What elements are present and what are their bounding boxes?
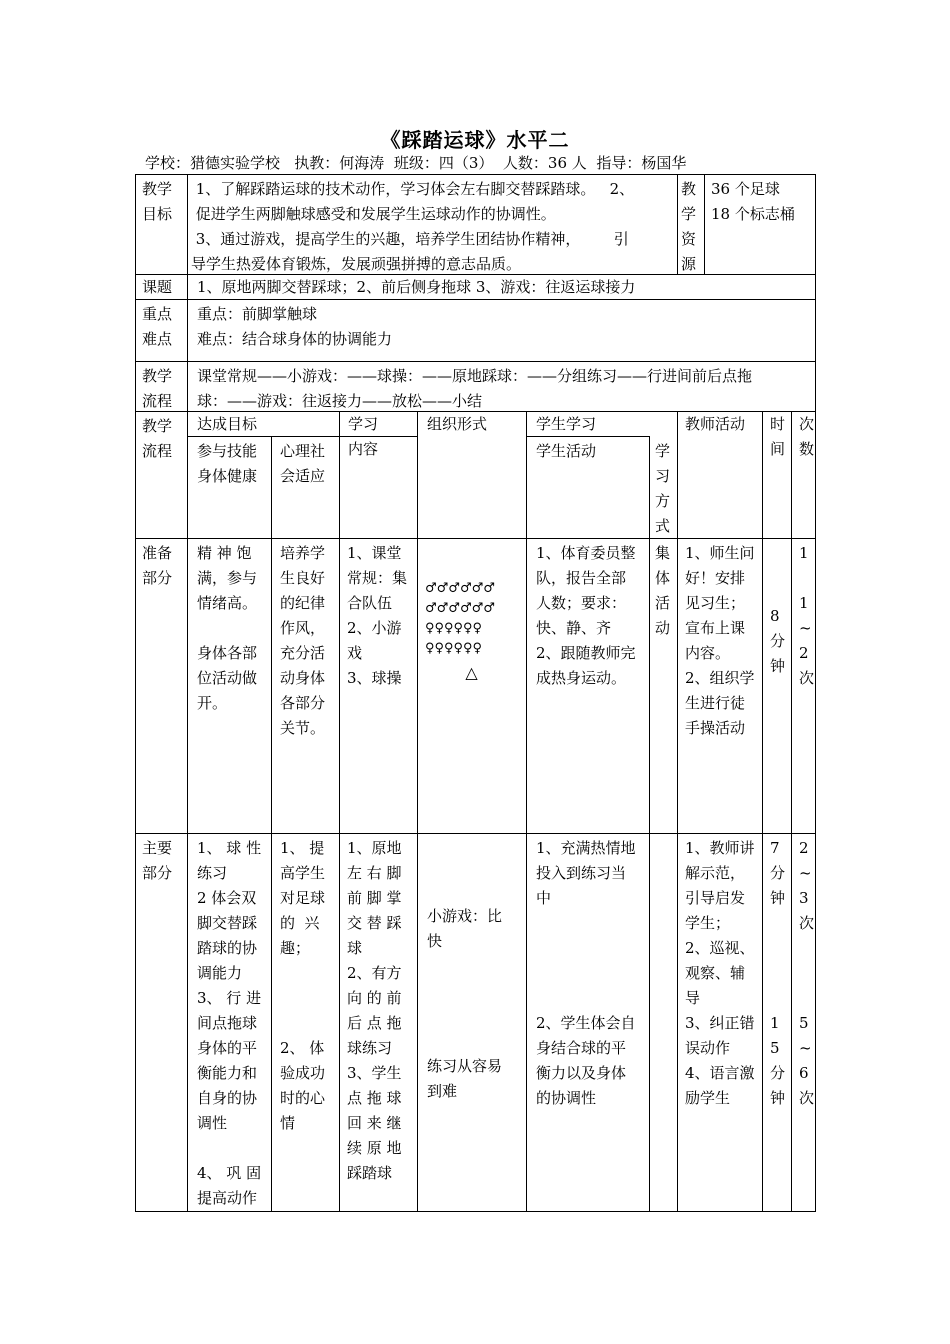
- main-content-line: 交 替 踩: [347, 914, 402, 932]
- flow-label-line: 教学: [142, 367, 173, 385]
- prep-social: [271, 539, 339, 833]
- prep-formation: [417, 579, 526, 709]
- prep-skill-line: [197, 616, 261, 641]
- prep-count-line: 1: [799, 594, 809, 612]
- prep-social-line: 关节。: [280, 719, 326, 737]
- prep-label: [135, 539, 187, 833]
- flow-text-line: 球：——游戏：往返接力——放松——小结: [197, 392, 483, 410]
- main-content-line: 点 拖 球: [347, 1089, 402, 1107]
- prep-student-line: 人数；要求：: [536, 594, 627, 612]
- main-teacher-line: 1、教师讲: [685, 839, 755, 857]
- prep-formation-line: ♂♂♂♂♂♂: [425, 601, 495, 616]
- main-teacher-line: 3、纠正错: [685, 1014, 755, 1032]
- header-count: [791, 412, 815, 538]
- main-skill-line: 练习: [197, 864, 228, 882]
- keypoints-text-line: 难点：结合球身体的协调能力: [197, 330, 393, 348]
- header-goals-social-line: 会适应: [280, 467, 326, 485]
- main-content-line: 球: [347, 939, 363, 957]
- objectives-label-line: 目标: [142, 205, 173, 223]
- main-count-2: [791, 1009, 815, 1119]
- main-skill-line: 衡能力和: [197, 1064, 258, 1082]
- header-content-line: 学习: [348, 415, 379, 433]
- main-content-line: 回 来 继: [347, 1114, 402, 1132]
- prep-time-line: 分: [770, 632, 786, 650]
- main-student-line: 投入到练习当: [536, 864, 627, 882]
- table-right-border: [815, 174, 816, 1212]
- main-skill-line: 1、 球 性: [197, 839, 262, 857]
- prep-teacher-line: 手操活动: [685, 719, 746, 737]
- prep-count-line: ~: [799, 619, 812, 637]
- prep-teacher: [677, 539, 762, 833]
- prep-teacher-line: 好！安排: [685, 569, 746, 587]
- header-organization-line: 组织形式: [427, 415, 488, 433]
- prep-formation-line: ♀♀♀♀♀♀: [425, 621, 483, 636]
- main-organization-line: 小游戏：比: [427, 907, 503, 925]
- prep-social-line: 充分活: [280, 644, 326, 662]
- header-student-activity-line: 学生活动: [536, 442, 597, 460]
- prep-method-line: 动: [655, 619, 671, 637]
- table-bottom-border: [135, 1211, 816, 1212]
- objectives-text-line: 1、了解踩踏运球的技术动作，学习体会左右脚交替踩踏球。 2、: [191, 180, 635, 198]
- prep-count-line: [799, 566, 807, 591]
- main-content-line: 2、有方: [347, 964, 402, 982]
- header-time-line: 间: [770, 440, 786, 458]
- main-content-line: 后 点 拖: [347, 1014, 402, 1032]
- main-label-line: 主要: [142, 839, 173, 857]
- prep-label-line: 准备: [142, 544, 173, 562]
- main-content-line: 1、原地: [347, 839, 402, 857]
- objectives-text-line: 促进学生两脚触球感受和发展学生运球动作的协调性。: [191, 205, 556, 223]
- flow-text-line: 课堂常规——小游戏：——球操：——原地踩球：——分组练习——行进间前后点拖: [197, 367, 753, 385]
- header-content: [339, 412, 417, 538]
- prep-teacher-line: 2、组织学: [685, 669, 755, 687]
- main-student-line: 1、充满热情地: [536, 839, 636, 857]
- main-skill-line: 身体的平: [197, 1039, 258, 1057]
- main-skill-line: 4、 巩 固: [197, 1164, 262, 1182]
- main-count-2-line: 5: [799, 1014, 809, 1032]
- topic-text-line: 1、原地两脚交替踩球；2、前后侧身拖球 3、游戏：往返运球接力: [197, 278, 636, 296]
- header-flow-line: 流程: [142, 442, 173, 460]
- main-social-line: [280, 1011, 330, 1036]
- main-teacher-line: 4、语言激: [685, 1064, 755, 1082]
- objectives-text-line: 3、通过游戏，提高学生的兴趣，培养学生团结协作精神， 引: [191, 230, 629, 248]
- prep-student-line: 1、体育委员整: [536, 544, 636, 562]
- prep-content-line: 1、课堂: [347, 544, 402, 562]
- main-content-line: 前 脚 掌: [347, 889, 402, 907]
- main-student-line: 中: [536, 889, 552, 907]
- header-goals: [187, 412, 339, 436]
- header-flow: [135, 412, 187, 538]
- header-goals-social: [271, 437, 339, 537]
- prep-content-line: 戏: [347, 644, 363, 662]
- main-content-line: 向 的 前: [347, 989, 402, 1007]
- prep-count-line: 2: [799, 644, 809, 662]
- header-content-line: 内容: [348, 440, 379, 458]
- topic-label-line: 课题: [142, 278, 173, 296]
- main-student-line: 的协调性: [536, 1089, 597, 1107]
- main-teacher-line: 观察、辅: [685, 964, 746, 982]
- main-skill-line: 调性: [197, 1114, 228, 1132]
- prep-formation-line: ♂♂♂♂♂♂: [425, 581, 495, 596]
- main-teacher-line: 误动作: [685, 1039, 731, 1057]
- main-teacher-line: 引导启发: [685, 889, 746, 907]
- main-organization-line: 到难: [427, 1082, 458, 1100]
- prep-content-line: 2、小游: [347, 619, 402, 637]
- keypoints-text: [187, 300, 815, 361]
- main-social-line: 验成功: [280, 1064, 326, 1082]
- main-time-1: [762, 834, 791, 924]
- main-student: [526, 834, 649, 1211]
- prep-student-line: 快、静、齐: [536, 619, 612, 637]
- prep-content-line: 合队伍: [347, 594, 393, 612]
- prep-student-line: 队，报告全部: [536, 569, 627, 587]
- header-student-learning: [526, 412, 677, 436]
- prep-skill-line: 精 神 饱: [197, 544, 252, 562]
- main-content-line: 续 原 地: [347, 1139, 402, 1157]
- prep-student-line: 成热身运动。: [536, 669, 627, 687]
- keypoints-label: [135, 300, 187, 361]
- resources-label: [677, 175, 704, 274]
- main-label-line: 部分: [142, 864, 173, 882]
- main-skill-line: [197, 1136, 261, 1161]
- prep-label-line: 部分: [142, 569, 173, 587]
- header-time-line: 时: [770, 415, 786, 433]
- header-goals-skill-line: 参与技能: [197, 442, 258, 460]
- main-count-1-line: 2: [799, 839, 809, 857]
- flow-label: [135, 362, 187, 411]
- main-count-1-line: 3: [799, 889, 809, 907]
- prep-method-line: 活: [655, 594, 671, 612]
- main-social-line: 对足球: [280, 889, 326, 907]
- main-skill-line: 调能力: [197, 964, 243, 982]
- flow-text: [187, 362, 815, 411]
- main-skill-line: 3、 行 进: [197, 989, 262, 1007]
- prep-social-line: 生良好: [280, 569, 326, 587]
- header-organization: [417, 412, 526, 538]
- prep-count: [791, 539, 815, 833]
- objectives-label: [135, 175, 187, 274]
- prep-formation-line: ♀♀♀♀♀♀: [425, 641, 483, 656]
- main-time-1-line: 7: [770, 839, 780, 857]
- keypoints-label-line: 重点: [142, 305, 173, 323]
- main-social-line: 2、 体: [280, 1039, 325, 1057]
- main-student-line: 2、学生体会自: [536, 1014, 636, 1032]
- main-count-1-line: 次: [799, 914, 815, 932]
- header-learning-method-line: 学: [655, 442, 671, 460]
- main-skill-line: 间点拖球: [197, 1014, 258, 1032]
- main-social-line: 1、 提: [280, 839, 325, 857]
- main-time-2-line: 1: [770, 1014, 780, 1032]
- prep-teacher-line: 1、师生问: [685, 544, 755, 562]
- resources-label-line: 教: [681, 180, 697, 198]
- main-count-2-line: 次: [799, 1089, 815, 1107]
- resources-list-line: 36 个足球: [711, 180, 780, 198]
- resources-label-line: 源: [681, 255, 697, 273]
- header-goals-skill: [187, 437, 271, 537]
- header-count-line: 次: [799, 415, 815, 433]
- prep-skill-line: 情绪高。: [197, 594, 258, 612]
- main-count-2-line: ~: [799, 1039, 812, 1057]
- header-learning-method-line: 式: [655, 517, 671, 535]
- header-student-learning-line: 学生学习: [536, 415, 597, 433]
- prep-content-line: 常规：集: [347, 569, 408, 587]
- resources-label-line: 资: [681, 230, 697, 248]
- main-student-line: 衡力以及身体: [536, 1064, 627, 1082]
- main-student-line: 身结合球的平: [536, 1039, 627, 1057]
- header-count-line: 数: [799, 440, 815, 458]
- main-social-line: 的 兴: [280, 914, 320, 932]
- prep-skill-line: 位活动做: [197, 669, 258, 687]
- header-learning-method: [649, 437, 677, 537]
- main-time-2-line: 分: [770, 1064, 786, 1082]
- topic-text: [187, 275, 815, 299]
- resources-list-line: 18 个标志桶: [711, 205, 795, 223]
- main-skill-line: 提高动作: [197, 1189, 258, 1207]
- prep-teacher-line: 见习生；: [685, 594, 746, 612]
- prep-student-line: 2、跟随教师完: [536, 644, 636, 662]
- header-goals-social-line: 心理社: [280, 442, 326, 460]
- main-teacher: [677, 834, 762, 1211]
- prep-skill: [187, 539, 271, 833]
- objectives-label-line: 教学: [142, 180, 173, 198]
- prep-teacher-line: 内容。: [685, 644, 731, 662]
- main-teacher-line: 2、巡视、: [685, 939, 755, 957]
- main-time-2-line: 钟: [770, 1089, 786, 1107]
- prep-social-line: 的纪律: [280, 594, 326, 612]
- prep-content: [339, 539, 417, 833]
- main-content-line: 踩踏球: [347, 1164, 393, 1182]
- prep-skill-line: 满，参与: [197, 569, 258, 587]
- flow-label-line: 流程: [142, 392, 173, 410]
- prep-formation-line: △: [465, 663, 478, 682]
- main-time-1-line: 分: [770, 864, 786, 882]
- main-social-line: 时的心: [280, 1089, 326, 1107]
- header-teacher-activity: [677, 412, 762, 538]
- main-time-1-line: 钟: [770, 889, 786, 907]
- main-teacher-line: 解示范，: [685, 864, 746, 882]
- main-social-line: 情: [280, 1114, 296, 1132]
- prep-method-line: 体: [655, 569, 671, 587]
- main-count-1: [791, 834, 815, 944]
- header-teacher-activity-line: 教师活动: [685, 415, 746, 433]
- resources-label-line: 学: [681, 205, 697, 223]
- main-social-line: 高学生: [280, 864, 326, 882]
- prep-skill-line: 开。: [197, 694, 228, 712]
- prep-method-line: 集: [655, 544, 671, 562]
- main-content-line: 左 右 脚: [347, 864, 402, 882]
- header-learning-method-line: 方: [655, 492, 671, 510]
- class-info: 学校：猎德实验学校 执教：何海涛 班级：四（3） 人数：36 人 指导：杨国华: [145, 154, 687, 172]
- keypoints-text-line: 重点：前脚掌触球: [197, 305, 318, 323]
- main-skill: [187, 834, 271, 1211]
- main-time-2-line: 5: [770, 1039, 780, 1057]
- header-time: [762, 412, 791, 538]
- objectives-text-line: 导学生热爱体育锻炼，发展顽强拼搏的意志品质。: [191, 255, 522, 273]
- prep-count-line: 1: [799, 544, 809, 562]
- main-organization: [417, 902, 526, 1102]
- main-skill-line: 踏球的协: [197, 939, 258, 957]
- resources-list: [704, 175, 815, 274]
- topic-label: [135, 275, 187, 299]
- prep-social-line: 培养学: [280, 544, 326, 562]
- main-content-line: 球练习: [347, 1039, 393, 1057]
- main-skill-line: 脚交替踩: [197, 914, 258, 932]
- prep-content-line: 3、球操: [347, 669, 402, 687]
- prep-time-line: 钟: [770, 657, 786, 675]
- page-title: 《踩踏运球》水平二: [380, 128, 570, 152]
- objectives-text: [187, 175, 677, 274]
- prep-social-line: 作风，: [280, 619, 326, 637]
- keypoints-label-line: 难点: [142, 330, 173, 348]
- prep-method: [649, 539, 677, 833]
- main-social-line: [280, 961, 330, 986]
- header-goals-line: 达成目标: [197, 415, 258, 433]
- prep-count-line: 次: [799, 669, 815, 687]
- prep-social-line: 各部分: [280, 694, 326, 712]
- main-count-2-line: 6: [799, 1064, 809, 1082]
- prep-teacher-line: 生进行徒: [685, 694, 746, 712]
- main-content: [339, 834, 417, 1211]
- main-organization-line: 练习从容易: [427, 1057, 503, 1075]
- prep-social-line: 动身体: [280, 669, 326, 687]
- main-social-line: [280, 986, 330, 1011]
- prep-skill-line: 身体各部: [197, 644, 258, 662]
- main-count-1-line: ~: [799, 864, 812, 882]
- header-student-activity: [526, 437, 649, 537]
- main-teacher-line: 励学生: [685, 1089, 731, 1107]
- main-organization-line: 快: [427, 932, 443, 950]
- prep-student: [526, 539, 649, 833]
- header-flow-line: 教学: [142, 417, 173, 435]
- prep-teacher-line: 宣布上课: [685, 619, 746, 637]
- main-content-line: 3、学生: [347, 1064, 402, 1082]
- main-teacher-line: 学生；: [685, 914, 731, 932]
- header-learning-method-line: 习: [655, 467, 671, 485]
- header-goals-skill-line: 身体健康: [197, 467, 258, 485]
- main-label: [135, 834, 187, 1211]
- main-skill-line: 自身的协: [197, 1089, 258, 1107]
- main-time-2: [762, 1009, 791, 1119]
- main-social-line: 趣；: [280, 939, 311, 957]
- prep-time: [762, 604, 791, 704]
- main-teacher-line: 导: [685, 989, 701, 1007]
- main-skill-line: 2 体会双: [197, 889, 257, 907]
- prep-time-line: 8: [770, 607, 780, 625]
- main-social: [271, 834, 339, 1211]
